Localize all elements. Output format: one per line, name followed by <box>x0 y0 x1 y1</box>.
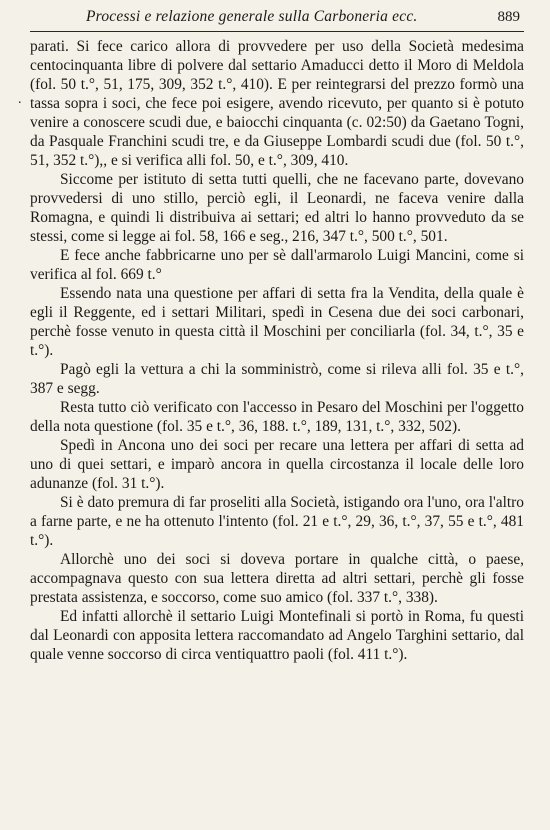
page-header <box>30 8 524 32</box>
paragraph: parati. Si fece carico allora di provvedere per uso della Società medesima centocinquanta libre di polvere dal settario Amaducci detto il Moro di Meldola (fol. 50 t.°, 51, 175, 309, 352 t.°, 410). E per reintegrarsi del prezzo formò una tassa sopra i soci, che fece poi esigere, avendo ricevuto, per quanto si è potuto venire a conoscere scudi due, e baiocchi cinquanta (c. 02:50) da Gaetano Togni, da Pasquale Franchini scudi tre, e da Giuseppe Lombardi scudi due (fol. 50 t.°, 51, 352 t.°),, e si verifica alli fol. 50, e t.°, 309, 410. <box>30 38 524 169</box>
paragraph: Si è dato premura di far proseliti alla Società, istigando ora l'uno, ora l'altro a farne parte, e ne ha ottenuto l'intento (fol. 21 e t.°, 29, 36, t.°, 37, 55 e t.°, 481 t.°). <box>30 494 524 549</box>
paragraph: Siccome per istituto di setta tutti quelli, che ne facevano parte, dovevano provvedersi di uno stillo, perciò egli, il Leonardi, ne faceva venire dalla Romagna, e quindi li distribuiva ai settari; ed altri lo hanno provveduto da se stessi, come si legge ai fol. 58, 166 e seg., 216, 347 t.°, 500 t.°, 501. <box>30 171 524 245</box>
paragraph: Resta tutto ciò verificato con l'accesso in Pesaro del Moschini per l'oggetto della nota questione (fol. 35 e t.°, 36, 188. t.°, 189, 131, t.°, 332, 502). <box>30 399 524 435</box>
paragraph: Ed infatti allorchè il settario Luigi Montefinali si portò in Roma, fu questi dal Leonardi con apposita lettera raccomandato ad Angelo Targhini settario, dal quale venne soccorso di circa ventiquattro paoli (fol. 411 t.°). <box>30 608 524 663</box>
running-title: Processi e relazione generale sulla Carboneria ecc. <box>86 8 418 25</box>
margin-mark: . <box>18 92 22 107</box>
paragraph: Spedì in Ancona uno dei soci per recare una lettera per affari di setta ad uno di quei settari, e imparò ancora in quella circostanza il locale delle loro adunanze (fol. 31 t.°). <box>30 437 524 492</box>
paragraph: Essendo nata una questione per affari di setta fra la Vendita, della quale è egli il Reggente, ed i settari Militari, spedì in Cesena due dei soci carbonari, perchè fosse venuto in questa città il Moschini per conciliarla (fol. 34, t.°, 35 e t.°). <box>30 285 524 359</box>
paragraph: E fece anche fabbricarne uno per sè dall'armarolo Luigi Mancini, come si verifica al fol. 669 t.° <box>30 247 524 283</box>
page-number: 889 <box>497 9 520 25</box>
paragraph: Allorchè uno dei soci si doveva portare in qualche città, o paese, accompagnava questo con sua lettera diretta ad altri settari, perchè gli fosse prestata assistenza, e soccorso, come suo amico (fol. 337 t.°, 338). <box>30 551 524 606</box>
paragraph: Pagò egli la vettura a chi la somministrò, come si rileva alli fol. 35 e t.°, 387 e segg. <box>30 361 524 397</box>
body-text <box>30 37 524 664</box>
